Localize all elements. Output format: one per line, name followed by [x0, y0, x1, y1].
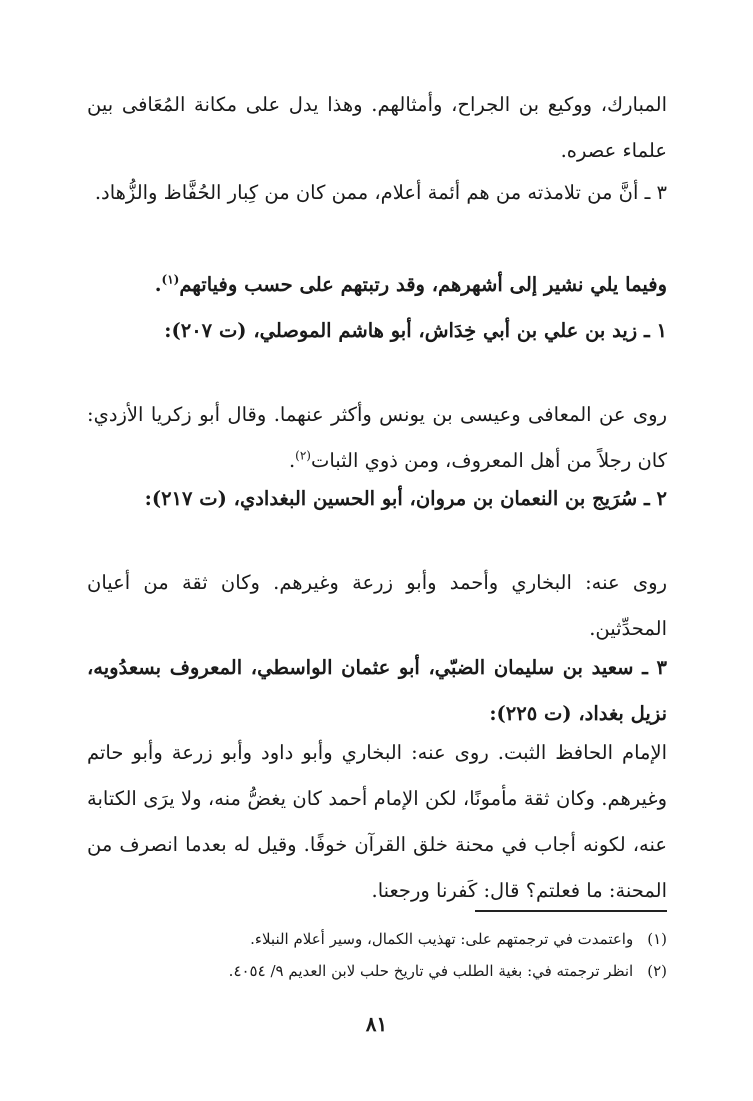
- footnote-1-number: (١): [647, 930, 667, 948]
- paragraph-continuation: المبارك، ووكيع بن الجراح، وأمثالهم. وهذا يدل على مكانة المُعَافى بين علماء عصره.: [87, 93, 667, 162]
- footnote-divider: [475, 910, 667, 912]
- footnote-1-text: واعتمدت في ترجمتهم على: تهذيب الكمال، وسير أعلام النبلاء.: [250, 930, 634, 948]
- footnote-ref-2[interactable]: (٢): [295, 448, 311, 463]
- footnote-1: [87, 928, 667, 950]
- entry-body-3: الإمام الحافظ الثبت. روى عنه: البخاري وأبو داود وأبو زرعة وأبو حاتم وغيرهم. وكان ثقة مأمونًا، لكن الإمام أحمد كان يغضُّ منه، ولا يرَى الكتابة عنه، لكونه أجاب في محنة خلق القرآن خوفًا. وقيل له بعدما انصرف من المحنة: ما فعلتم؟ قال: كَفرنا ورجعنا.: [87, 741, 667, 902]
- entry-body-1: [87, 392, 667, 484]
- footnote-2-number: (٢): [647, 962, 667, 980]
- footnote-ref-1[interactable]: (١): [161, 272, 180, 287]
- footnote-2-text: انظر ترجمته في: بغية الطلب في تاريخ حلب لابن العديم ٩/ ٤٠٥٤.: [228, 962, 634, 980]
- paragraph-intro-students: [87, 262, 667, 308]
- page-number: ٨١: [365, 1012, 388, 1036]
- intro-text: وفيما يلي نشير إلى أشهرهم، وقد رتبتهم على حسب وفياتهم: [179, 273, 667, 296]
- entry-body-2: روى عنه: البخاري وأحمد وأبو زرعة وغيرهم. وكان ثقة من أعيان المحدِّثين.: [87, 571, 667, 640]
- entry-heading-3: ٣ ـ سعيد بن سليمان الضبّي، أبو عثمان الواسطي، المعروف بسعدُويه، نزيل بغداد، (ت ٢٢٥):: [87, 656, 667, 725]
- entry-heading-2: ٢ ـ سُرَيج بن النعمان بن مروان، أبو الحسين البغدادي، (ت ٢١٧):: [144, 487, 667, 510]
- footnote-2: [87, 960, 667, 982]
- intro-end: .: [154, 273, 162, 296]
- entry-heading-1: ١ ـ زيد بن علي بن أبي خِدَاش، أبو هاشم الموصلي، (ت ٢٠٧):: [164, 319, 667, 342]
- entry-body-1-end: .: [288, 449, 296, 472]
- entry-body-1-text: روى عن المعافى وعيسى بن يونس وأكثر عنهما. وقال أبو زكريا الأزدي: كان رجلاً من أهل المعروف، ومن ذوي الثبات: [87, 403, 667, 472]
- paragraph-point-3: ٣ ـ أنَّ من تلامذته من هم أئمة أعلام، ممن كان من كِبار الحُفَّاظ والزُّهاد.: [94, 181, 667, 204]
